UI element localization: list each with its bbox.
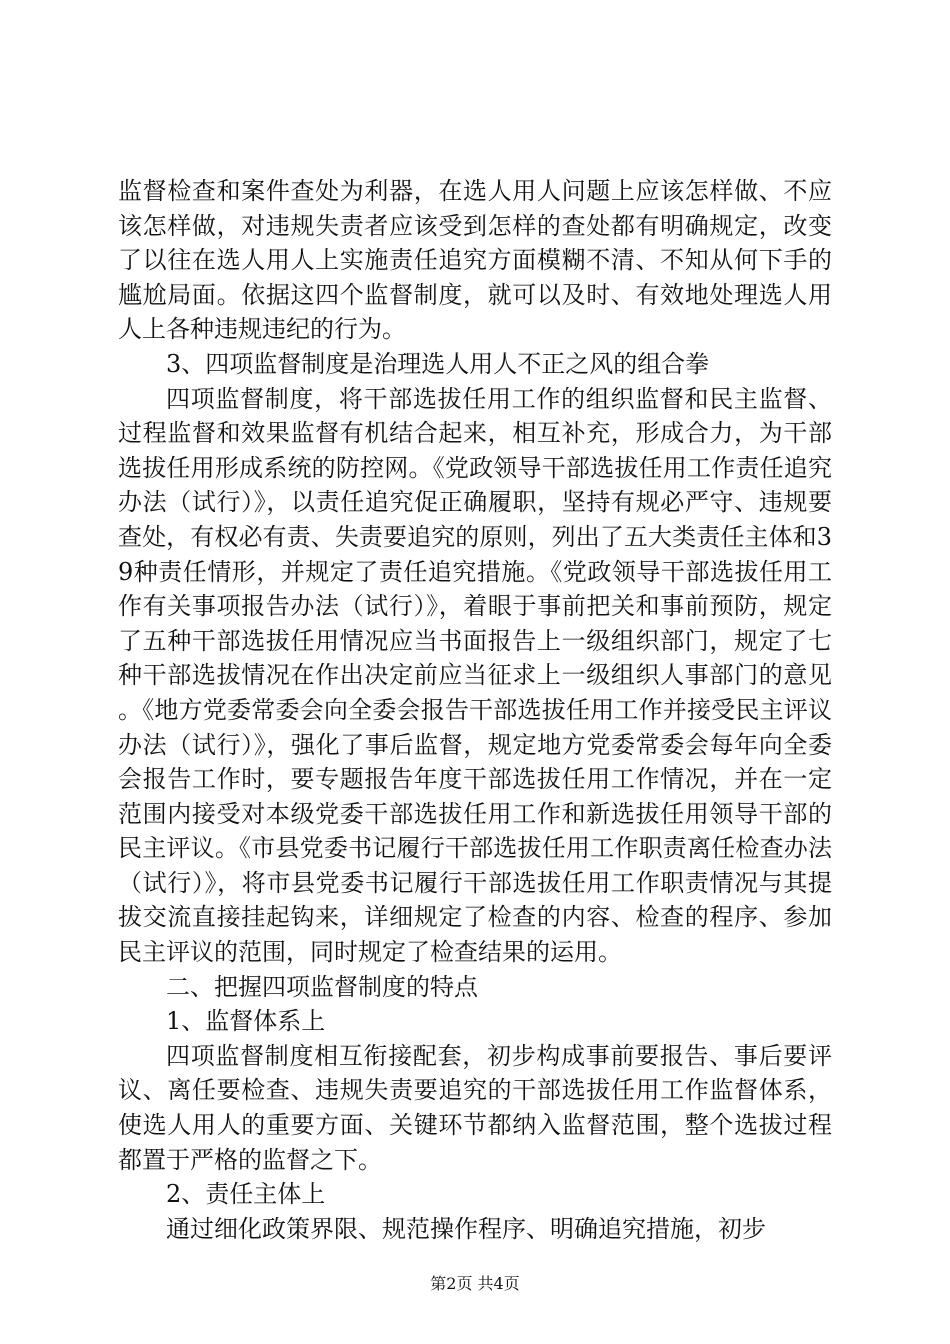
paragraph: 监督检查和案件查处为利器，在选人用人问题上应该怎样做、不应该怎样做，对违规失责者应该受到怎样的查处都有明确规定，改变了以往在选人用人上实施责任追究方面模糊不清、不知从何下手的尴尬局面。依据这四个监督制度，就可以及时、有效地处理选人用人上各种违规违纪的行为。 (118, 177, 832, 344)
subsection-heading: 1、监督体系上 (166, 1007, 326, 1036)
section-heading: 二、把握四项监督制度的特点 (166, 972, 478, 1001)
document-body (118, 174, 832, 1246)
page-number-label: 第2页 共4页 (430, 1274, 520, 1293)
section-heading: 3、四项监督制度是治理选人用人不正之风的组合拳 (166, 349, 710, 378)
page-footer (0, 1274, 950, 1294)
paragraph: 通过细化政策界限、规范操作程序、明确追究措施，初步 (166, 1214, 766, 1243)
paragraph: 四项监督制度相互衔接配套，初步构成事前要报告、事后要评议、离任要检查、违规失责要追究的干部选拔任用工作监督体系，使选人用人的重要方面、关键环节都纳入监督范围，整个选拔过程都置于严格的监督之下。 (118, 1041, 832, 1174)
subsection-heading: 2、责任主体上 (166, 1180, 326, 1209)
paragraph: 四项监督制度，将干部选拔任用工作的组织监督和民主监督、过程监督和效果监督有机结合起来，相互补充，形成合力，为干部选拔任用形成系统的防控网。《党政领导干部选拔任用工作责任追究办法（试行）》，以责任追究促正确履职，坚持有规必严守、违规要查处，有权必有责、失责要追究的原则，列出了五大类责任主体和39种责任情形，并规定了责任追究措施。《党政领导干部选拔任用工作有关事项报告办法（试行）》，着眼于事前把关和事前预防，规定了五种干部选拔任用情况应当书面报告上一级组织部门，规定了七种干部选拔情况在作出决定前应当征求上一级组织人事部门的意见。《地方党委常委会向全委会报告干部选拔任用工作并接受民主评议办法（试行）》，强化了事后监督，规定地方党委常委会每年向全委会报告工作时，要专题报告年度干部选拔任用工作情况，并在一定范围内接受对本级党委干部选拔任用工作和新选拔任用领导干部的民主评议。《市县党委书记履行干部选拔任用工作职责离任检查办法（试行）》，将市县党委书记履行干部选拔任用工作职责情况与其提拔交流直接挂起钩来，详细规定了检查的内容、检查的程序、参加民主评议的范围，同时规定了检查结果的运用。 (118, 384, 832, 967)
